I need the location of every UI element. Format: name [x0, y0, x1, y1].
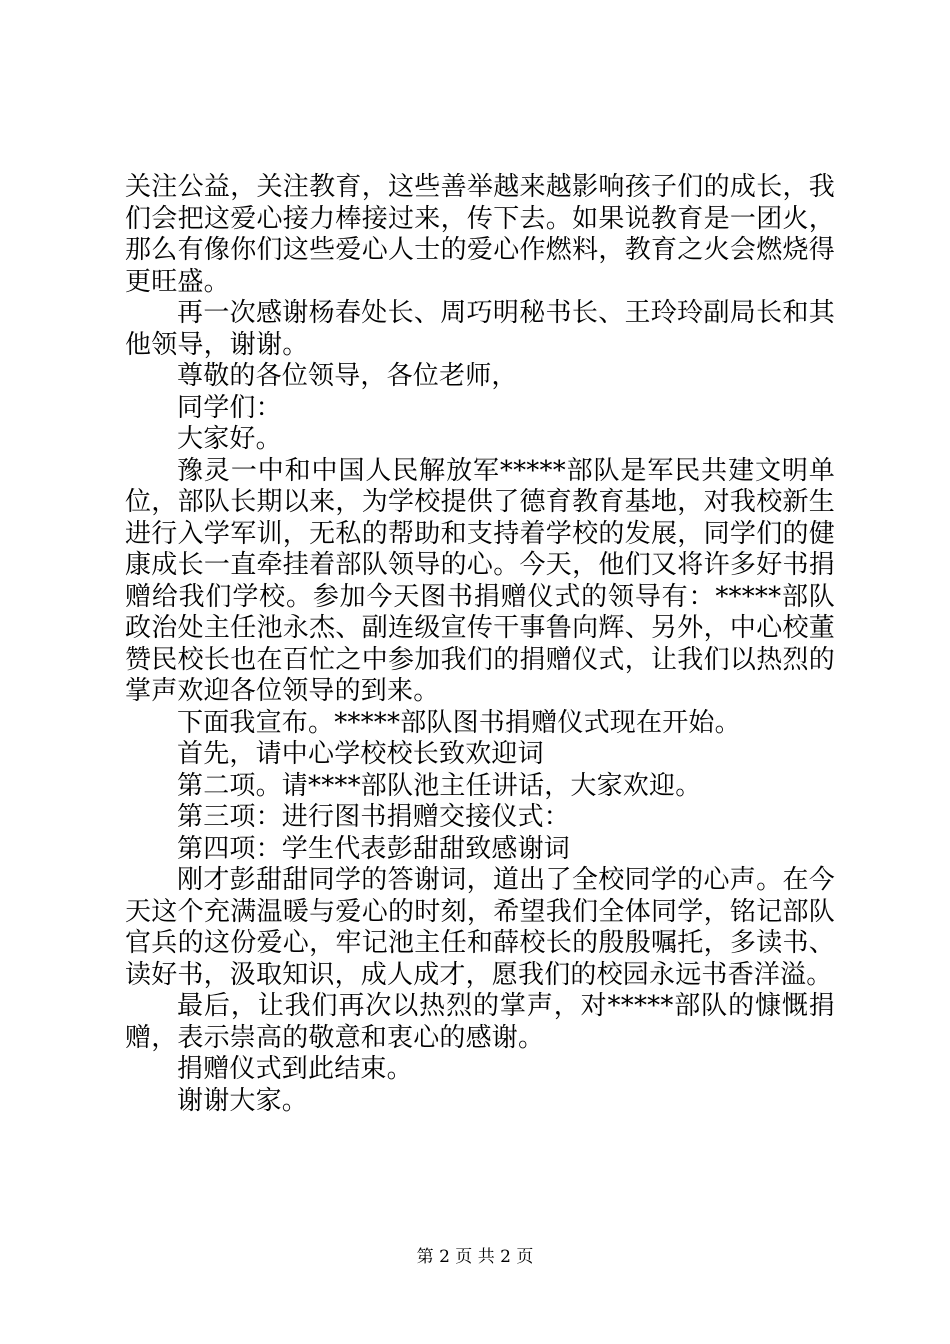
paragraph-3: 尊敬的各位领导，各位老师，: [177, 361, 518, 391]
paragraph-15: 谢谢大家。: [177, 1085, 309, 1116]
paragraph-6: 豫灵一中和中国人民解放军*****部队是军民共建文明单位，部队长期以来，为学校提供了德育教育基地，对我校新生进行入学军训，无私的帮助和支持着学校的发展，同学们的健康成长一直牵挂着部队领导的心。今天，他们又将许多好书捐赠给我们学校。参加今天图书捐赠仪式的领导有：*****部队政治处主任池永杰、副连级宣传干事鲁向辉、另外，中心校董赞民校长也在百忙之中参加我们的捐赠仪式，让我们以热烈的掌声欢迎各位领导的到来。: [125, 455, 835, 706]
paragraph-7: 下面我宣布。*****部队图书捐赠仪式现在开始。: [177, 707, 741, 738]
paragraph-9: 第二项。请****部队池主任讲话，大家欢迎。: [177, 770, 702, 801]
paragraph-8: 首先，请中心学校校长致欢迎词: [177, 739, 544, 769]
document-body: [125, 172, 835, 1117]
paragraph-14: 捐赠仪式到此结束。: [177, 1054, 413, 1084]
paragraph-4: 同学们：: [177, 392, 282, 423]
paragraph-1: 关注公益，关注教育，这些善举越来越影响孩子们的成长，我们会把这爱心接力棒接过来，传下去。如果说教育是一团火，那么有像你们这些爱心人士的爱心作燃料，教育之火会燃烧得更旺盛。: [125, 172, 835, 297]
paragraph-2: 再一次感谢杨春处长、周巧明秘书长、王玲玲副局长和其他领导，谢谢。: [125, 298, 835, 360]
paragraph-5: 大家好。: [177, 424, 282, 454]
paragraph-11: 第四项：学生代表彭甜甜致感谢词: [177, 833, 571, 864]
page-footer: 第 2 页 共 2 页: [416, 1247, 534, 1267]
paragraph-10: 第三项：进行图书捐赠交接仪式：: [177, 802, 571, 832]
paragraph-13: 最后，让我们再次以热烈的掌声，对*****部队的慷慨捐赠，表示崇高的敬意和衷心的感谢。: [125, 991, 835, 1053]
paragraph-12: 刚才彭甜甜同学的答谢词，道出了全校同学的心声。在今天这个充满温暖与爱心的时刻，希望我们全体同学，铭记部队官兵的这份爱心，牢记池主任和薛校长的殷殷嘱托，多读书、读好书，汲取知识，成人成才，愿我们的校园永远书香洋溢。: [125, 865, 835, 990]
